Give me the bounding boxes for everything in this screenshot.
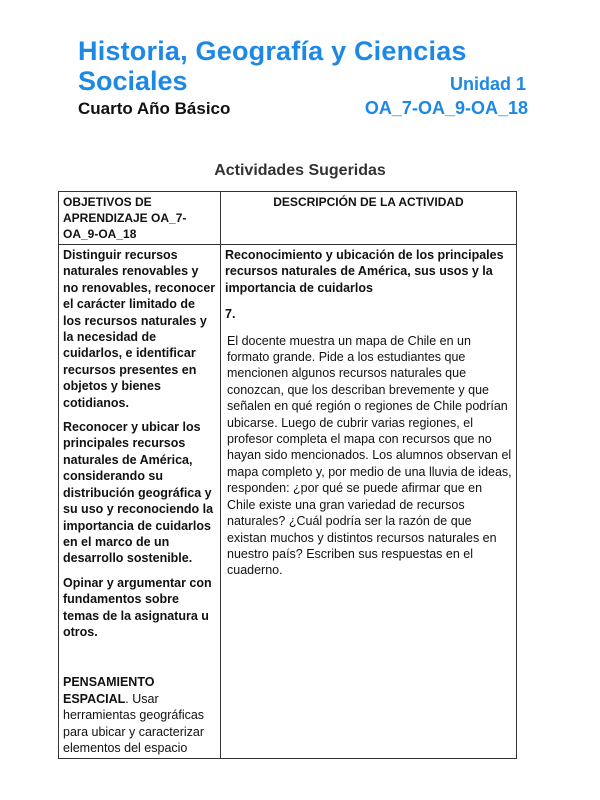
skill-text: . Usar herramientas geográficas para ubicar y caracterizar elementos del espacio bbox=[63, 691, 205, 755]
description-cell bbox=[221, 245, 517, 759]
table-row bbox=[59, 245, 517, 759]
skill-block bbox=[63, 674, 216, 756]
header-descripcion: DESCRIPCIÓN DE LA ACTIVIDAD bbox=[221, 192, 517, 245]
table-header-row bbox=[59, 192, 517, 245]
oa-code-label: OA_7-OA_9-OA_18 bbox=[364, 98, 528, 118]
activity-title: Reconocimiento y ubicación de los principales recursos naturales de América, sus usos y la importancia de cuidarlos bbox=[225, 248, 504, 295]
spacer bbox=[63, 648, 216, 674]
objective-2: Reconocer y ubicar los principales recursos naturales de América, considerando su distribución geográfica y su uso y reconociendo la importancia de cuidarlos en el marco de un desarrollo sostenible. bbox=[63, 420, 214, 566]
objective-1: Distinguir recursos naturales renovables y no renovables, reconocer el carácter limitado de los recursos naturales y la necesidad de cuidarlos, e identificar recursos presentes en objetos y bienes cotidianos. bbox=[63, 248, 216, 410]
objective-3: Opinar y argumentar con fundamentos sobre temas de la asignatura u otros. bbox=[63, 575, 212, 639]
header-objetivos: OBJETIVOS DE APRENDIZAJE OA_7-OA_9-OA_18 bbox=[59, 192, 221, 245]
objectives-cell bbox=[59, 245, 221, 759]
document-header bbox=[78, 36, 528, 119]
unit-label: Unidad 1 bbox=[449, 74, 526, 94]
skill-title: PENSAMIENTO ESPACIAL bbox=[63, 675, 155, 706]
section-title: Actividades Sugeridas bbox=[214, 162, 386, 179]
activity-table bbox=[58, 191, 517, 759]
activity-description: El docente muestra un mapa de Chile en un formato grande. Pide a los estudiantes que mencionen algunos recursos naturales que conozcan, que los describan brevemente y que señalen en qué región o regiones de Chile podrían ubicarse. Luego de cubrir varias regiones, el profesor completa el mapa con recursos que no hayan sido mencionados. Los alumnos observan el mapa completo y, por medio de una lluvia de ideas, responden: ¿por qué se puede afirmar que en Chile existe una gran variedad de recursos naturales? ¿Cuál podría ser la razón de que existan muchos y distintos recursos naturales en nuestro país? Escriben sus respuestas en el cuaderno. bbox=[227, 333, 512, 578]
activity-number: 7. bbox=[225, 307, 236, 322]
subject-title-line2: Sociales bbox=[78, 66, 188, 96]
title-row-2 bbox=[78, 66, 528, 96]
subject-title-line1: Historia, Geografía y Ciencias bbox=[78, 36, 467, 66]
title-row-3 bbox=[78, 98, 528, 119]
grade-label: Cuarto Año Básico bbox=[78, 99, 231, 118]
